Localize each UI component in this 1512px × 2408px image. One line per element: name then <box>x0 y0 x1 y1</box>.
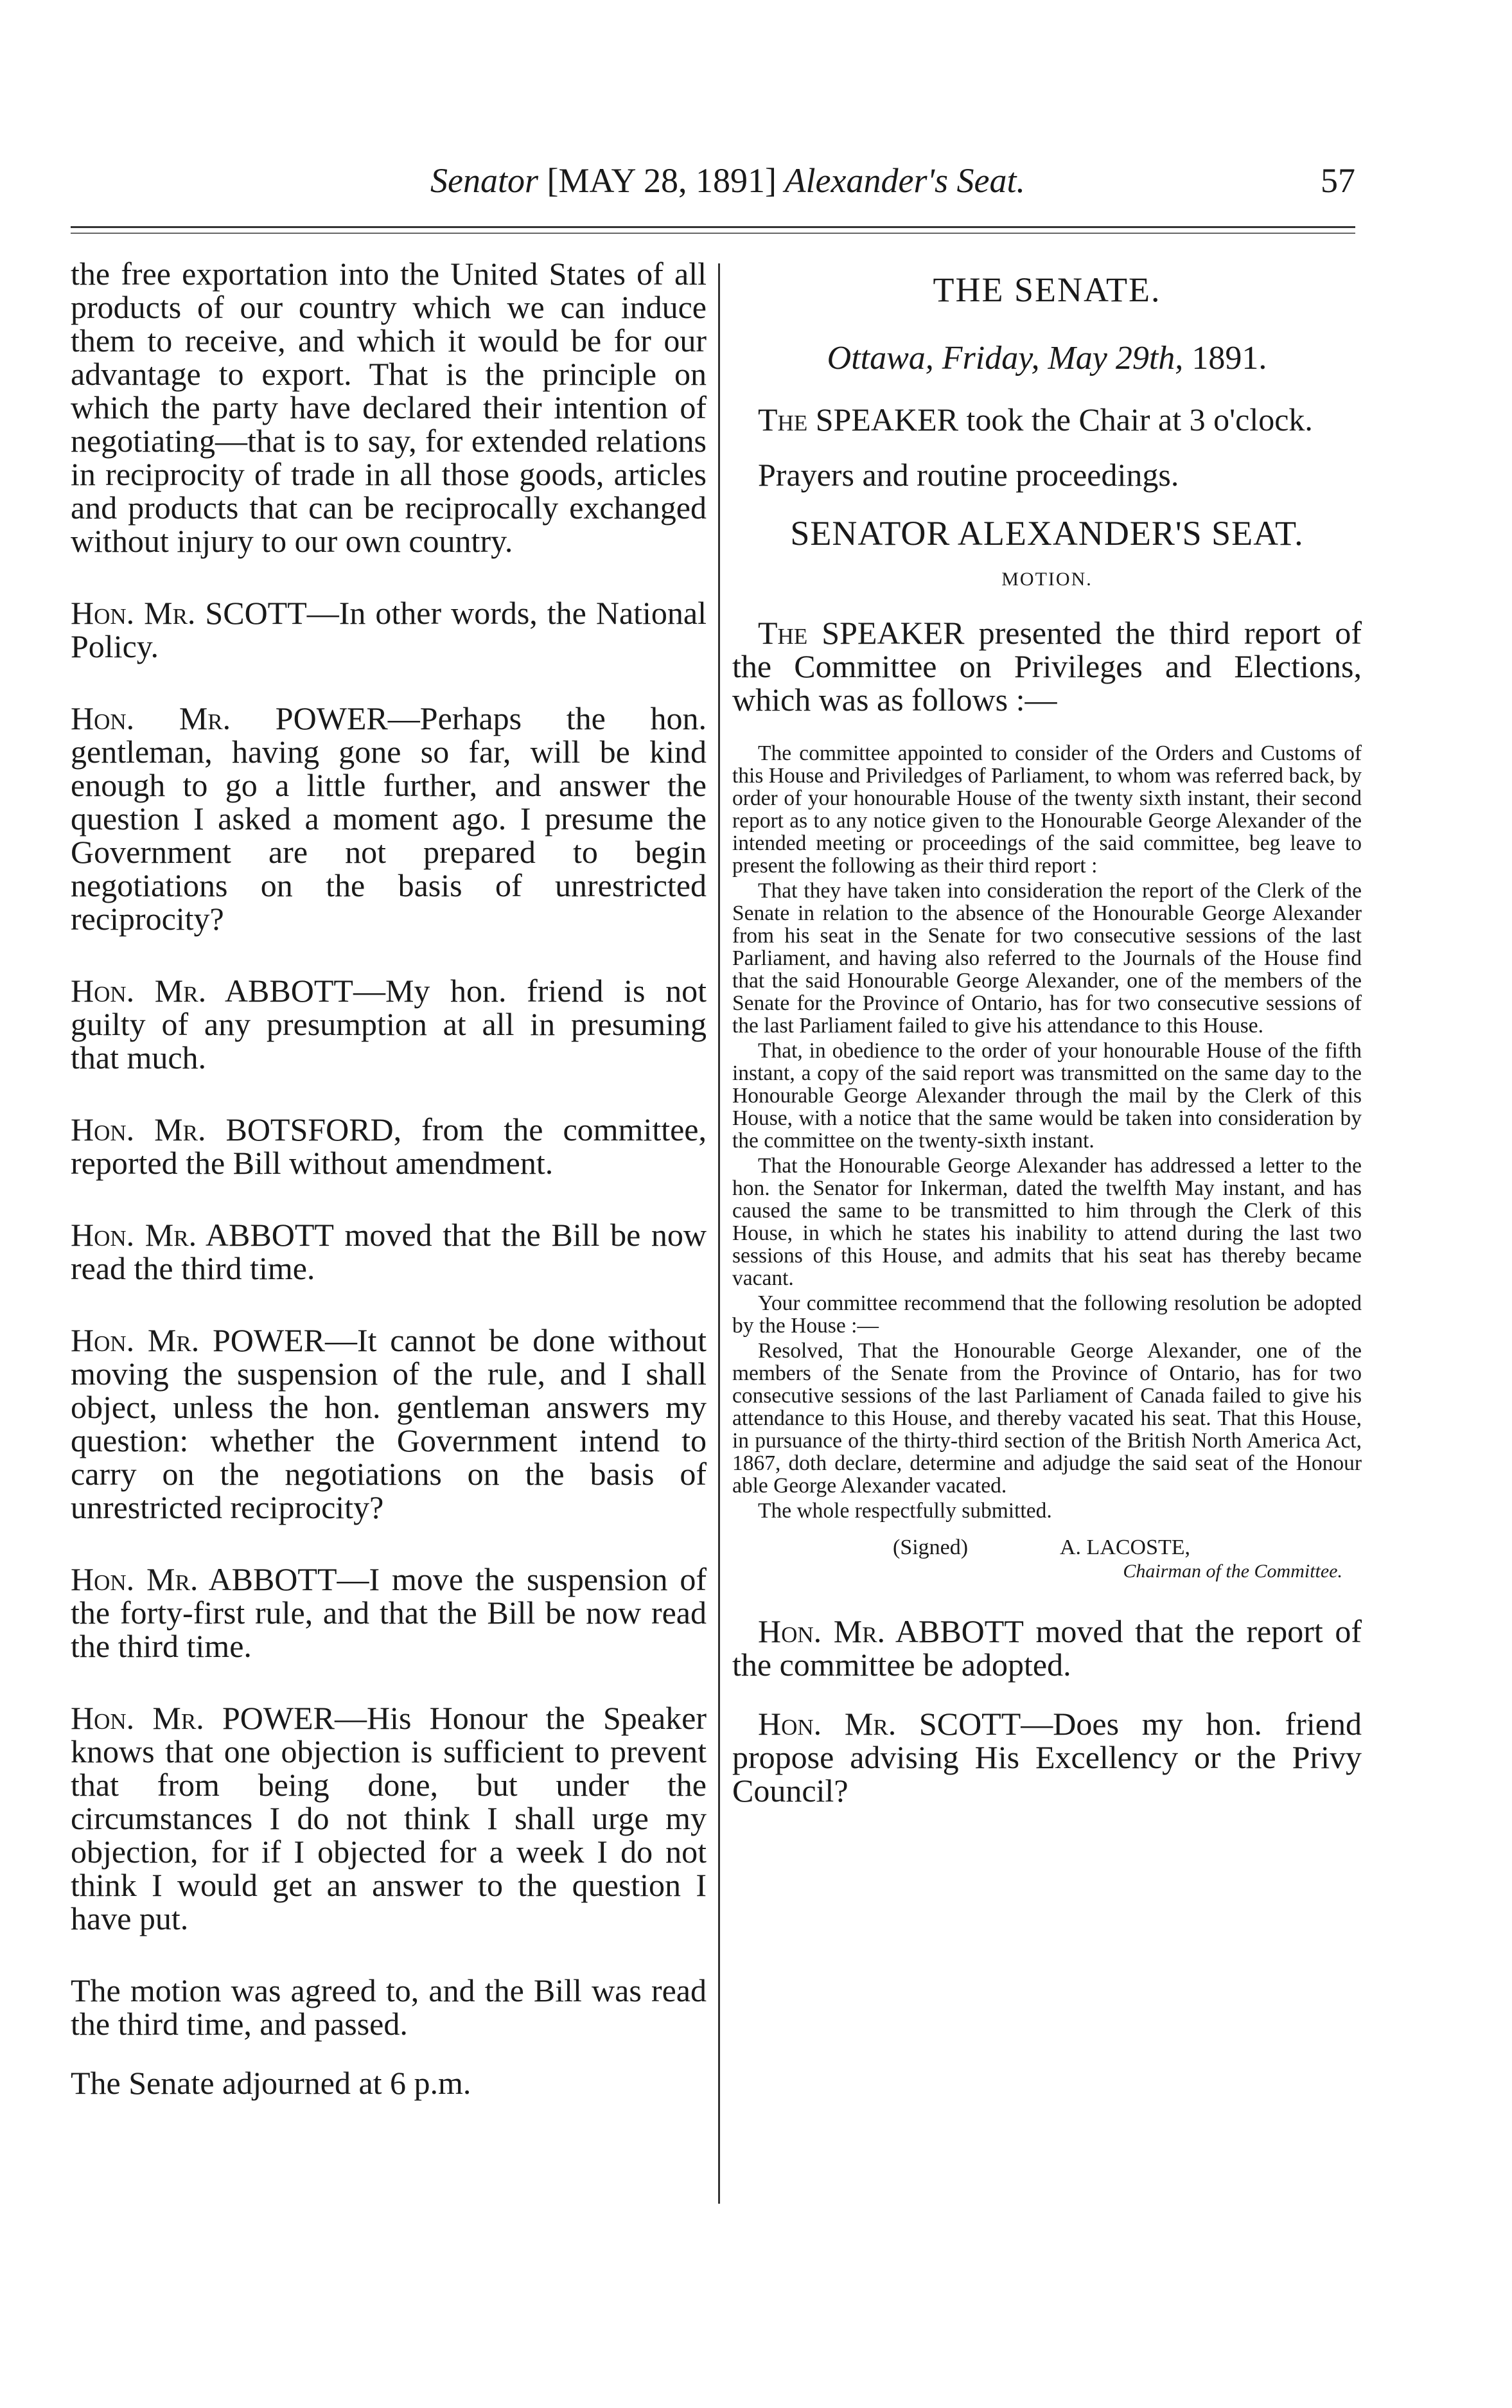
speech <box>71 702 707 935</box>
report-paragraph: That the Honourable George Alexander has addressed a letter to the hon. the Senator for Inkerman, dated the twelfth May instant, and has caused the same to be transmitted to him through the Clerk of this House, in which he states his inability to attend during the last two sessions of this House, and admits that his seat has thereby became vacant. <box>732 1154 1362 1290</box>
column-divider <box>718 263 720 2204</box>
speech-text: —I move the suspension of the forty-first rule, and that the Bill be now read the third time. <box>71 1561 707 1664</box>
speech <box>732 1707 1362 1807</box>
dateline-year: 1891. <box>1191 340 1267 376</box>
dateline-text: Ottawa, Friday, May 29th, <box>827 340 1184 376</box>
speech-text: —It cannot be done without moving the suspension of the rule, and I shall object, unless the hon. gentleman answers my question: whether the Government intend to carry on the negotiations on the basis of unrestricted reciprocity? <box>71 1322 707 1525</box>
speech-text: —In other words, the National Policy. <box>71 595 707 664</box>
dateline <box>732 339 1362 377</box>
report-paragraph: That, in obedience to the order of your honourable House of the fifth instant, a copy of the said report was transmitted on the same day to the Honourable George Alexander through the mail by the Clerk of this House, with a notice that the same would be taken into consideration by the committee on the twenty-sixth instant. <box>732 1039 1362 1153</box>
signature-line <box>732 1535 1362 1561</box>
running-head-date: [MAY 28, 1891] <box>547 161 777 200</box>
speech <box>71 1324 707 1524</box>
speech <box>71 974 707 1074</box>
running-head <box>430 161 1025 200</box>
speech-text: —Perhaps the hon. gentleman, having gone so far, will be kind enough to go a little further, and answer the question I asked a moment ago. I presume the Government are not prepared to begin negotiations on the basis of unrestricted reciprocity? <box>71 700 707 937</box>
speaker-name: Hon. Mr. ABBOTT <box>71 973 353 1009</box>
speech-text: —His Honour the Speaker knows that one objection is sufficient to prevent that from being done, but under the circumstances I do not think I shall urge my objection, for if I objected for a week I do not think I would get an answer to the question I have put. <box>71 1700 707 1936</box>
speaker-name: Hon. Mr. POWER <box>71 1700 335 1736</box>
speaker-name: The SPEAKER <box>758 402 958 438</box>
page-number: 57 <box>1321 161 1355 200</box>
speech-text: moved that the report of the committee be adopted. <box>732 1613 1362 1683</box>
left-column <box>71 257 707 2138</box>
speaker-name: Hon. Mr. SCOTT <box>758 1706 1021 1742</box>
speech-text: —My hon. friend is not guilty of any presumption at all in presuming that much. <box>71 973 707 1076</box>
running-head-right: Alexander's Seat. <box>784 161 1025 200</box>
report-paragraph: Your committee recommend that the following resolution be adopted by the House :— <box>732 1291 1362 1338</box>
signatory-role: Chairman of the Committee. <box>1123 1561 1342 1582</box>
speech <box>71 2066 707 2100</box>
speech <box>732 616 1362 716</box>
header-rule <box>71 226 1355 228</box>
speech <box>71 1113 707 1180</box>
report-paragraph: The committee appointed to consider of the Orders and Customs of this House and Priviledges of Parliament, to whom was referred back, by order of your honourable House of the twenty sixth instant, their second report as to any notice given to the Honourable George Alexander of the intended meeting or proceedings of the said committee, beg leave to present the following as their third report : <box>732 741 1362 878</box>
speech-text: —Does my hon. friend propose advising His Excellency or the Privy Council? <box>732 1706 1362 1809</box>
speech <box>71 1218 707 1285</box>
header-rule-secondary <box>71 233 1355 234</box>
speaker-name: Hon. Mr. SCOTT <box>71 595 307 631</box>
speech <box>732 1615 1362 1681</box>
speaker-name: Hon. Mr. ABBOTT <box>71 1561 337 1597</box>
paragraph-text: the free exportation into the United States of all products of our country which we can induce them to receive, and which it would be for our advantage to export. That is the principle on which the party have declared their intention of negotiating—that is to say, for extended relations in reciprocity of trade in all those goods, articles and products that can be reciprocally exchanged without injury to our own country. <box>71 256 707 559</box>
subsection-heading: SENATOR ALEXANDER'S SEAT. <box>790 514 1304 553</box>
speech-text: presented the third report of the Committee on Privileges and Elections, which was as follows :— <box>732 615 1362 718</box>
signatory-name: A. LACOSTE, <box>1060 1536 1191 1559</box>
left-paragraph <box>71 257 707 558</box>
report-paragraph: The whole respectfully submitted. <box>758 1499 1052 1523</box>
speech-text: , from the committee, reported the Bill without amendment. <box>71 1111 707 1181</box>
signed-label: (Signed) <box>893 1536 969 1559</box>
running-head-left: Senator <box>430 161 538 200</box>
speaker-name: Hon. Mr. POWER <box>71 700 388 736</box>
page-header <box>71 161 1355 206</box>
speech <box>71 596 707 663</box>
report-paragraph: Resolved, That the Honourable George Alexander, one of the members of the Senate from the Province of Ontario, has for two consecutive sessions of the last Parliament of Canada failed to give his attendance to this House, and thereby vacated his seat. That this House, in pursuance of the thirty-third section of the British North America Act, 1867, doth declare, determine and adjudge the said seat of the Honour able George Alexander vacated. <box>732 1339 1362 1498</box>
speech-text: The Senate adjourned at 6 p.m. <box>71 2065 471 2101</box>
speech-text: took the Chair at 3 o'clock. <box>958 402 1313 438</box>
speaker-name: The SPEAKER <box>758 615 965 651</box>
prayers-line: Prayers and routine proceedings. <box>758 457 1179 493</box>
report-paragraph: That they have taken into consideration the report of the Clerk of the Senate in relation to the absence of the Honourable George Alexander from his seat in the Senate for two consecutive sessions of the last Parliament, and having also referred to the Journals of the House find that the said Honourable George Alexander, one of the members of the Senate for the Province of Ontario, has for two consecutive sessions of the last Parliament failed to give his attendance to this House. <box>732 879 1362 1038</box>
motion-label: MOTION. <box>1001 569 1093 590</box>
speaker-name: Hon. Mr. BOTSFORD <box>71 1111 394 1147</box>
speaker-name: Hon. Mr. ABBOTT <box>758 1613 1024 1649</box>
speaker-name: Hon. Mr. ABBOTT <box>71 1217 334 1253</box>
right-column <box>732 257 1362 1833</box>
speaker-name: Hon. Mr. POWER <box>71 1322 325 1358</box>
speech-text: The motion was agreed to, and the Bill was read the third time, and passed. <box>71 1972 707 2042</box>
speech-text: moved that the Bill be now read the third time. <box>71 1217 707 1286</box>
speech <box>71 1974 707 2041</box>
speech <box>71 1563 707 1663</box>
section-title: THE SENATE. <box>933 270 1161 309</box>
speech <box>732 403 1362 436</box>
speech <box>71 1701 707 1935</box>
